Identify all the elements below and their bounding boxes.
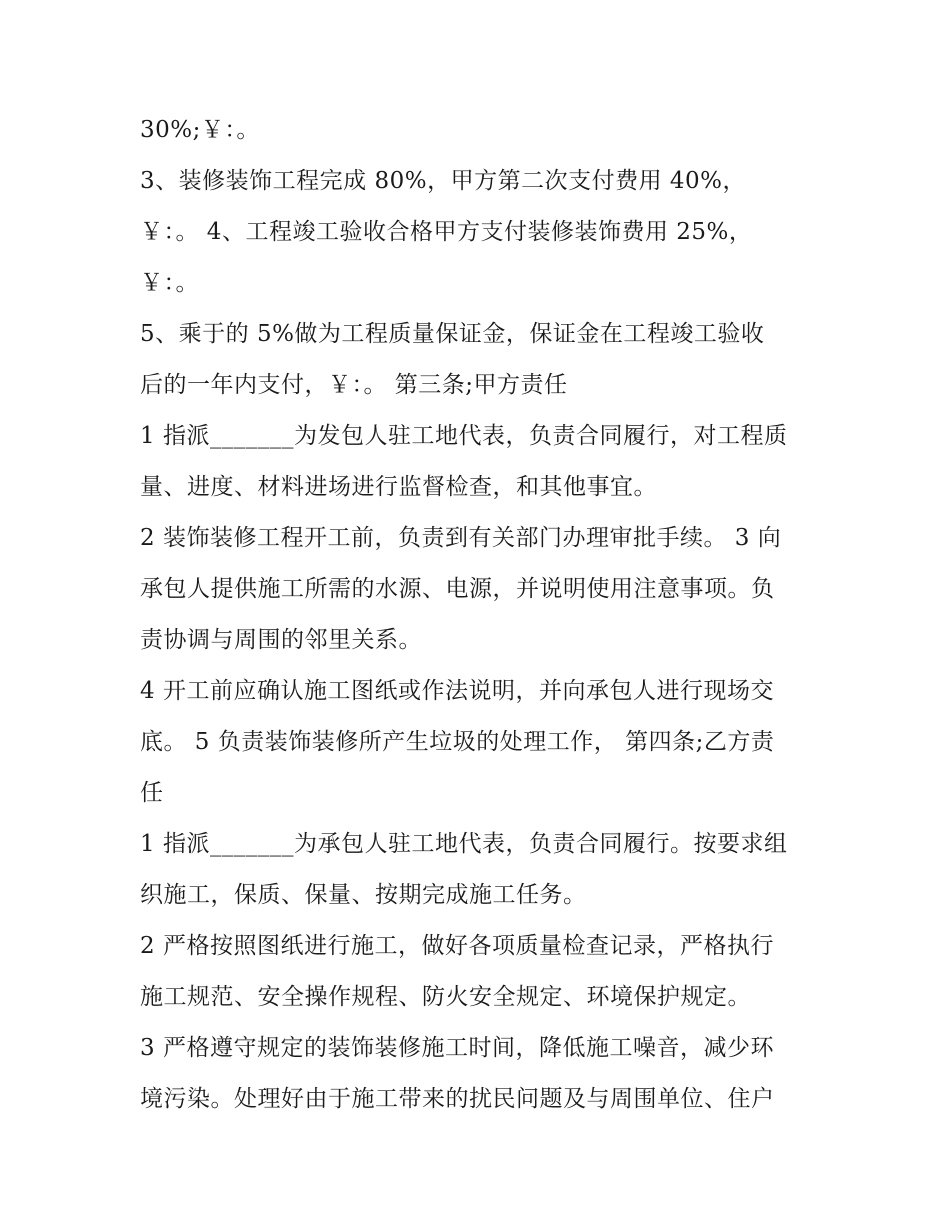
text-line: ￥：。 4、工程竣工验收合格甲方支付装修装饰费用 25%， xyxy=(140,219,753,245)
text-line: 任 xyxy=(140,780,164,806)
text-line: 底。 5 负责装饰装修所产生垃圾的处理工作， 第四条;乙方责 xyxy=(140,729,775,755)
text-line: 5、乘于的 5%做为工程质量保证金，保证金在工程竣工验收 xyxy=(140,321,765,347)
text-line: 织施工，保质、保量、按期完成施工任务。 xyxy=(140,882,587,908)
contract-text-body xyxy=(140,105,820,1125)
text-line: 3、装修装饰工程完成 80%，甲方第二次支付费用 40%， xyxy=(140,168,746,194)
text-line: 境污染。处理好由于施工带来的扰民问题及与周围单位、住户 xyxy=(140,1086,775,1112)
text-line: 量、进度、材料进场进行监督检查，和其他事宜。 xyxy=(140,474,657,500)
text-line: 1 指派_______为发包人驻工地代表，负责合同履行，对工程质 xyxy=(140,423,788,449)
text-line: 施工规范、安全操作规程、防火安全规定、环境保护规定。 xyxy=(140,984,751,1010)
text-line: 1 指派_______为承包人驻工地代表，负责合同履行。按要求组 xyxy=(140,831,788,857)
text-line: 后的一年内支付，￥：。 第三条;甲方责任 xyxy=(140,372,568,398)
text-line: 4 开工前应确认施工图纸或作法说明，并向承包人进行现场交 xyxy=(140,678,774,704)
text-line: 30%;￥：。 xyxy=(140,117,260,143)
text-line: 3 严格遵守规定的装饰装修施工时间，降低施工噪音，减少环 xyxy=(140,1035,774,1061)
text-line: ￥：。 xyxy=(140,270,199,296)
text-line: 2 装饰装修工程开工前，负责到有关部门办理审批手续。 3 向 xyxy=(140,525,782,551)
text-line: 责协调与周围的邻里关系。 xyxy=(140,627,422,653)
text-line: 2 严格按照图纸进行施工，做好各项质量检查记录，严格执行 xyxy=(140,933,774,959)
text-line: 承包人提供施工所需的水源、电源，并说明使用注意事项。负 xyxy=(140,576,775,602)
